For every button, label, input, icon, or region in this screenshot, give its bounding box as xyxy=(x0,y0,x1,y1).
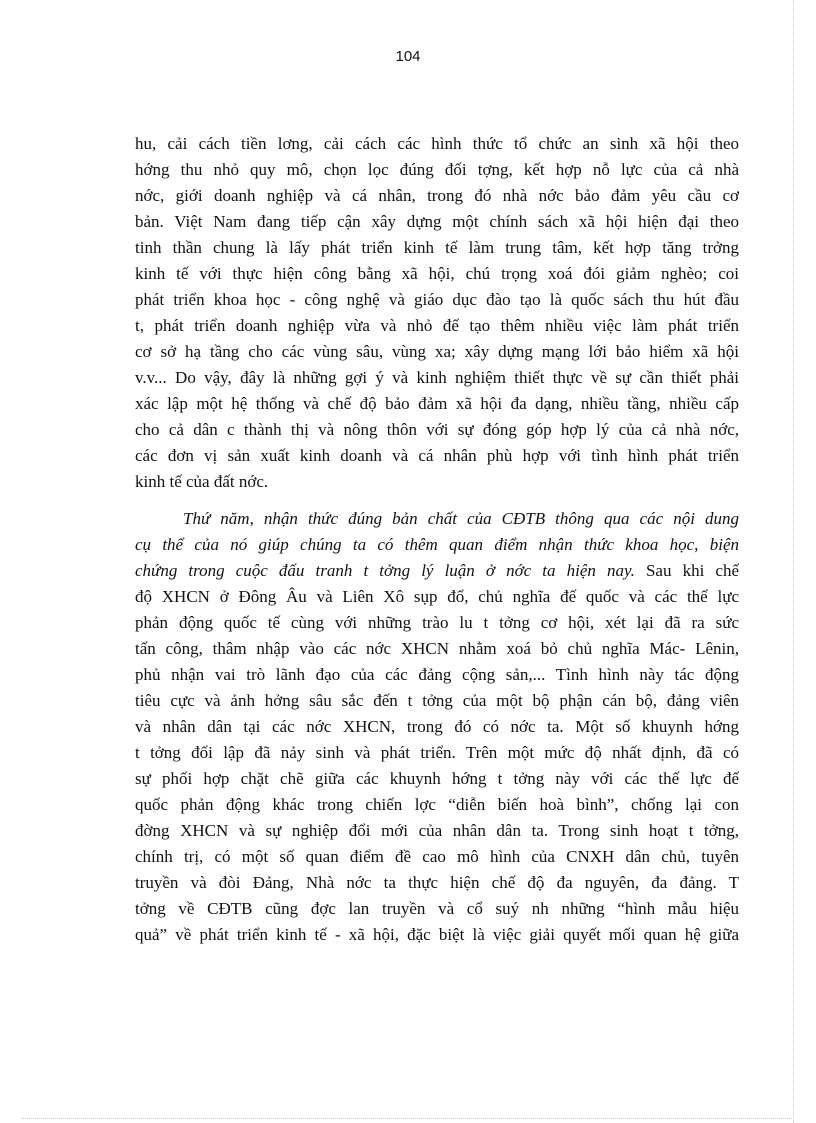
normal-run: quả” về phát triển kinh tế - xã hội, đặc biệt là việc giải quyết mối quan hệ giữa xyxy=(135,925,739,944)
text-line xyxy=(135,896,739,922)
normal-run: quốc phản động khác trong chiến lợc “diễn biến hoà bình”, chống lại con xyxy=(135,795,739,814)
text-line xyxy=(135,662,739,688)
paragraph-2 xyxy=(135,506,739,948)
normal-run: sự phối hợp chặt chẽ giữa các khuynh hớng t tởng này với các thế lực đế xyxy=(135,769,739,788)
text-line: các đơn vị sản xuất kinh doanh và cá nhân phù hợp với tình hình phát triển xyxy=(135,446,739,465)
normal-run: đờng XHCN và sự nghiệp đổi mới của nhân dân ta. Trong sinh hoạt t tởng, xyxy=(135,821,739,840)
text-line xyxy=(135,714,739,740)
text-line xyxy=(135,688,739,714)
text-line: kinh tế với thực hiện công bằng xã hội, chú trọng xoá đói giảm nghèo; coi xyxy=(135,264,739,283)
text-line: t, phát triển doanh nghiệp vừa và nhỏ để tạo thêm nhiều việc làm phát triển xyxy=(135,316,739,335)
text-line xyxy=(135,870,739,896)
normal-run: và nhân dân tại các nớc XHCN, trong đó có nớc ta. Một số khuynh hớng xyxy=(135,717,739,736)
text-line: v.v... Do vậy, đây là những gợi ý và kinh nghiệm thiết thực về sự cần thiết phải xyxy=(135,368,739,387)
italic-run: chứng trong cuộc đấu tranh t tởng lý luận ở nớc ta hiện nay. xyxy=(135,561,635,580)
text-line: cơ sở hạ tầng cho các vùng sâu, vùng xa; xây dựng mạng lới bảo hiểm xã hội xyxy=(135,342,739,361)
text-line xyxy=(135,766,739,792)
page-margin-guide-bottom xyxy=(22,1118,794,1119)
normal-run: tởng về CĐTB cũng đợc lan truyền và cổ suý nh những “hình mẫu hiệu xyxy=(135,899,739,918)
text-line xyxy=(135,922,739,948)
text-line xyxy=(135,610,739,636)
text-line: phát triển khoa học - công nghệ và giáo dục đào tạo là quốc sách thu hút đầu xyxy=(135,290,739,309)
text-line xyxy=(135,818,739,844)
normal-run: chính trị, có một số quan điểm đề cao mô hình của CNXH dân chủ, tuyên xyxy=(135,847,739,866)
normal-run: tiêu cực và ảnh hởng sâu sắc đến t tởng của một bộ phận cán bộ, đảng viên xyxy=(135,691,739,710)
text-line: xác lập một hệ thống và chế độ bảo đảm xã hội đa dạng, nhiều tầng, nhiều cấp xyxy=(135,394,739,413)
text-line xyxy=(135,506,739,532)
text-line xyxy=(135,584,739,610)
normal-run: phủ nhận vai trò lãnh đạo của các đảng cộng sản,... Tình hình này tác động xyxy=(135,665,739,684)
text-line xyxy=(135,740,739,766)
text-line: tinh thần chung là lấy phát triển kinh tế làm trung tâm, kết hợp tăng trởng xyxy=(135,238,739,257)
text-line: nớc, giới doanh nghiệp và cá nhân, trong đó nhà nớc bảo đảm yêu cầu cơ xyxy=(135,186,739,205)
normal-run: truyền và đòi Đảng, Nhà nớc ta thực hiện chế độ đa nguyên, đa đảng. T xyxy=(135,873,739,892)
text-line xyxy=(135,558,739,584)
normal-run: t tởng đối lập đã nảy sinh và phát triển. Trên một mức độ nhất định, đã có xyxy=(135,743,739,762)
text-line xyxy=(135,844,739,870)
text-line xyxy=(135,636,739,662)
normal-run: phản động quốc tế cùng với những trào lu t tởng cơ hội, xét lại đã ra sức xyxy=(135,613,739,632)
normal-run: Sau khi chế xyxy=(634,561,739,580)
italic-run: cụ thể của nó giúp chúng ta có thêm quan điểm nhận thức khoa học, biện xyxy=(135,535,739,554)
text-line: hớng thu nhỏ quy mô, chọn lọc đúng đối tợng, kết hợp nỗ lực của cả nhà xyxy=(135,160,739,179)
text-line xyxy=(135,792,739,818)
paragraph-1 xyxy=(135,131,739,495)
text-line: bản. Việt Nam đang tiếp cận xây dựng một chính sách xã hội hiện đại theo xyxy=(135,212,739,231)
normal-run: độ XHCN ở Đông Âu và Liên Xô sụp đổ, chủ nghĩa đế quốc và các thế lực xyxy=(135,587,739,606)
page-margin-guide-right xyxy=(793,0,794,1123)
italic-run: Thứ năm, nhận thức đúng bản chất của CĐTB thông qua các nội dung xyxy=(183,509,739,528)
normal-run: tấn công, thâm nhập vào các nớc XHCN nhằm xoá bỏ chủ nghĩa Mác- Lênin, xyxy=(135,639,739,658)
text-line: cho cả dân c thành thị và nông thôn với sự đóng góp hợp lý của cả nhà nớc, xyxy=(135,420,739,439)
page-number: 104 xyxy=(395,48,421,65)
text-line: kinh tế của đất nớc. xyxy=(135,472,269,491)
text-line xyxy=(135,532,739,558)
text-line: hu, cải cách tiền lơng, cải cách các hình thức tổ chức an sinh xã hội theo xyxy=(135,134,739,153)
